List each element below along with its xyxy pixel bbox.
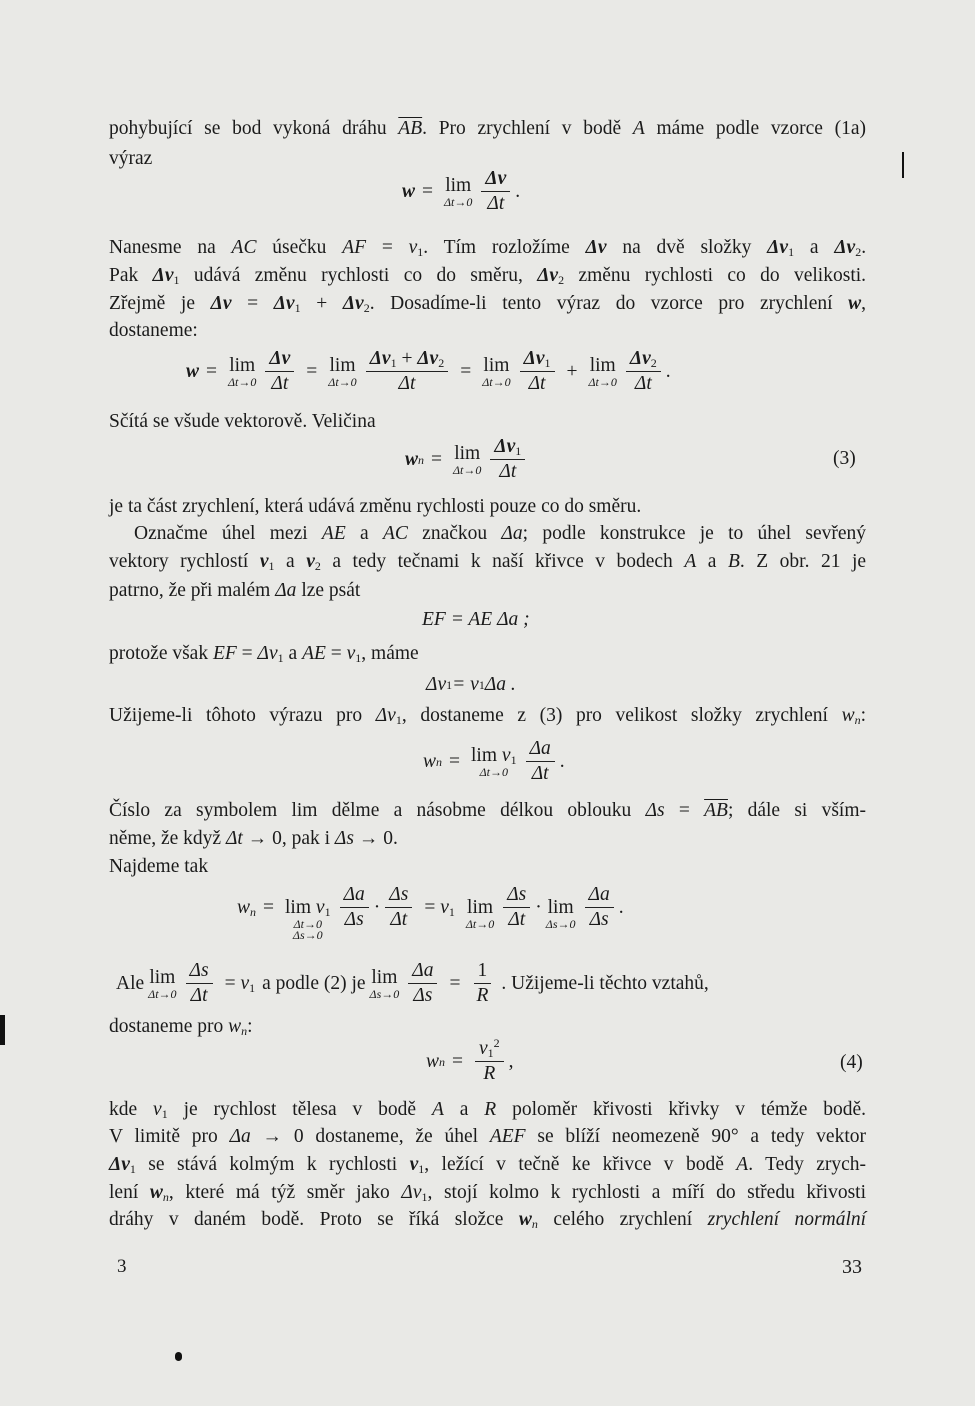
sym: w xyxy=(518,1209,532,1230)
denominator: Δs xyxy=(589,909,609,930)
sym: A xyxy=(684,551,697,572)
lim-sub: Δt→0 xyxy=(482,375,511,389)
fraction xyxy=(503,884,530,931)
lim-text: lim xyxy=(547,897,574,918)
text-line-19: kde $v_1$ je rychlost tělesa v bodě A a R poloměr křivosti křivky v témže bodě. xyxy=(109,1099,867,1121)
text: a podle (2) je xyxy=(262,972,366,994)
eq-lhs: Δv xyxy=(426,674,447,695)
sym: w xyxy=(228,1016,242,1037)
text-line-14: Číslo za symbolem lim dělme a násobme délkou oblouku $\Delta s = \overline{AB}$; dále si vším- xyxy=(109,800,866,821)
text: ; dále si vším- xyxy=(727,800,866,821)
text: máme podle vzorce (1a) xyxy=(656,118,866,139)
page-number: 33 xyxy=(842,1256,862,1278)
lim-sub: Δt→0 xyxy=(293,917,322,931)
text: na dvě složky xyxy=(622,237,752,258)
equation-3: w n = lim Δt→0 $\frac{\Delta v_1}{\Delta t}$ xyxy=(405,436,530,483)
lim-text: lim xyxy=(589,355,616,376)
denominator: Δt xyxy=(190,985,208,1006)
sym: Δa xyxy=(501,523,523,544)
text: 0, pak i xyxy=(272,828,331,849)
text-line-21: $\Delta v_1$ se stává kolmým k rychlosti $v_1$, ležící v tečně ke křivce v bodě A. Tedy zrych- xyxy=(109,1154,867,1176)
text: udává změnu rychlosti co do směru, xyxy=(193,265,523,286)
text: úsečku xyxy=(272,237,327,258)
numerator: 1 xyxy=(474,960,492,984)
text: dostaneme: xyxy=(109,320,198,341)
limit xyxy=(546,896,576,931)
sym: Δa xyxy=(275,580,297,601)
fraction xyxy=(385,884,412,931)
text: lze psát xyxy=(301,580,361,601)
numerator: Δv xyxy=(494,436,516,457)
lim-sub: Δt→0 xyxy=(479,765,508,779)
text: , dostaneme z (3) pro velikost složky zrychlení xyxy=(401,705,828,726)
numerator: Δv xyxy=(485,168,507,189)
arc-ab: $\overline{AB}$ xyxy=(398,118,423,139)
text: ; podle konstrukce je to úhel sevřený xyxy=(522,523,867,544)
point-a: A xyxy=(632,118,645,139)
text-line-5: Zřejmě je $\Delta v = \Delta v_1 + \Delta v_2$. Dosadíme-li tento výraz do vzorce pro zrychlení w, xyxy=(109,293,867,315)
text: něme, že když xyxy=(109,828,222,849)
text-line-20 xyxy=(109,1124,866,1150)
sym: Δs xyxy=(334,828,354,849)
text: a tedy tečnami k naší křivce v bodech xyxy=(332,551,673,572)
text: lení xyxy=(109,1182,139,1203)
limit: $\lim v_1$ Δt→0 Δs→0 xyxy=(285,897,331,942)
text-line-9 xyxy=(134,521,866,547)
text-line-18: dostaneme pro $w_n$: xyxy=(109,1016,253,1038)
limit xyxy=(228,354,256,389)
symbol-w: w xyxy=(402,180,416,202)
text: . Z obr. 21 je xyxy=(739,551,867,572)
denominator: Δt xyxy=(634,373,652,394)
equation-expanded: $w_n$ = $\lim v_1$ Δt→0 Δs→0 $\frac{\Delta a}{\Delta s}$ · $\frac{\Delta s}{\Delta t}$ = $v_1$ lim Δt→0 $\frac{\Delta s}{\Delta t}$ · lim Δs→0 $\frac{\Delta a}{\Delta s}$ . xyxy=(237,884,624,942)
fraction xyxy=(408,960,437,1007)
text: a xyxy=(809,237,819,258)
text-line-13: Užijeme-li tôhoto výrazu pro $\Delta v_1$, dostaneme z (3) pro velikost složky zrychlení $w_n$: xyxy=(109,705,867,727)
sym: Δv xyxy=(273,293,295,314)
text: se stává kolmým k rychlosti xyxy=(148,1154,398,1175)
sym: v xyxy=(501,745,511,766)
symbol-wn: w xyxy=(405,448,419,470)
sym: w xyxy=(149,1182,163,1203)
arc-ab: $\overline{AB}$ xyxy=(704,800,728,821)
sym: A xyxy=(736,1154,749,1175)
lim-text: lim xyxy=(454,443,481,464)
text-line-17: Ale lim Δt→0 $\frac{\Delta s}{\Delta t}$ = $v_1$ a podle (2) je lim Δs→0 $\frac{\Delta a}{\Delta s}$ = $\frac{1}{R}$ . Užijeme-li těchto vztahů, xyxy=(116,960,709,1006)
text: Sčítá se všude vektorově. Veličina xyxy=(109,411,376,432)
text-line-3: Nanesme na AC úsečku AF = $v_1$. Tím rozložíme Δv na dvě složky $\Delta v_1$ a $\Delta v_2$. xyxy=(109,237,867,259)
sym: v xyxy=(240,972,250,994)
text: , které má týž směr jako xyxy=(168,1182,390,1203)
sym: Δv xyxy=(834,237,856,258)
denominator: Δt xyxy=(508,909,526,930)
text: 0 dostaneme, že úhel xyxy=(293,1126,479,1147)
limit xyxy=(370,966,400,1001)
text: kde xyxy=(109,1099,138,1120)
text: změnu rychlosti co do velikosti. xyxy=(578,265,867,286)
lim-text: lim xyxy=(285,897,312,918)
sym: Δv xyxy=(210,293,232,314)
equation-number-4: (4) xyxy=(840,1052,863,1073)
sym: v xyxy=(409,1154,419,1175)
text: . Dosadíme-li tento výraz do vzorce pro zrychlení xyxy=(369,293,833,314)
sym: v xyxy=(346,643,356,664)
limit xyxy=(328,354,356,389)
sym: Δv xyxy=(375,705,396,726)
sym: Δv xyxy=(767,237,789,258)
text: 0. xyxy=(383,828,398,849)
numerator: Δs xyxy=(507,884,527,905)
text: Užijeme-li tôhoto výrazu pro xyxy=(109,705,363,726)
text-line-12: protože však EF = $\Delta v_1$ a AE = $v_1$, máme xyxy=(109,643,419,665)
symbol-wn: w xyxy=(237,897,251,918)
text: V limitě pro xyxy=(109,1126,218,1147)
fraction xyxy=(340,884,369,931)
text: patrno, že při malém xyxy=(109,580,271,601)
denominator: R xyxy=(476,985,489,1006)
text: je rychlost tělesa v bodě xyxy=(183,1099,417,1120)
equation-ef xyxy=(422,608,530,632)
sym: AE xyxy=(321,523,346,544)
text: Číslo za symbolem lim dělme a násobme délkou oblouku xyxy=(109,800,632,821)
denominator: Δt xyxy=(390,909,408,930)
sym: v xyxy=(153,1099,162,1120)
arrow: → xyxy=(247,828,268,849)
text-line-23: dráhy v daném bodě. Proto se říká složce $w_n$ celého zrychlení zrychlení normální xyxy=(109,1209,867,1231)
limit xyxy=(466,896,494,931)
text: se blíží neomezeně 90° a tedy vektor xyxy=(537,1126,866,1147)
sym: AF xyxy=(342,237,367,258)
text: značkou xyxy=(422,523,488,544)
numerator: Δv xyxy=(269,348,291,369)
lim-text: lim xyxy=(471,745,498,766)
sym: Δs xyxy=(645,800,665,821)
sym: v xyxy=(259,551,269,572)
numerator: Δa xyxy=(588,884,610,905)
sym: R xyxy=(484,1099,497,1120)
lim-sub: Δt→0 xyxy=(328,375,357,389)
text: a xyxy=(288,643,298,664)
lim-text: lim xyxy=(371,967,398,988)
text-line-6 xyxy=(109,318,866,344)
denominator: Δt xyxy=(499,461,517,482)
text: poloměr křivosti křivky v témže bodě. xyxy=(512,1099,867,1120)
lim-sub: Δt→0 xyxy=(148,987,177,1001)
signature-mark: 3 xyxy=(117,1256,127,1277)
lim-text: lim xyxy=(149,967,176,988)
equation-number-3: (3) xyxy=(833,448,856,469)
margin-mark xyxy=(902,152,904,178)
italic-term: zrychlení normální xyxy=(707,1209,867,1230)
numerator: Δa xyxy=(343,884,365,905)
sym: Δv xyxy=(257,643,278,664)
text: Označme úhel mezi xyxy=(134,523,308,544)
lim-sub: Δt→0 xyxy=(453,463,482,477)
fraction: $\frac{\Delta v_1}{\Delta t}$ xyxy=(520,348,555,395)
sym: AEF xyxy=(489,1126,526,1147)
fraction xyxy=(526,738,555,785)
text: pohybující se bod vykoná dráhu xyxy=(109,118,387,139)
denominator: Δs xyxy=(344,909,364,930)
text: dráhy v daném bodě. Proto se říká složce xyxy=(109,1209,504,1230)
lim-text: lim xyxy=(229,355,256,376)
text: vektory rychlostí xyxy=(109,551,249,572)
lim-text: lim xyxy=(445,175,472,196)
text: . Tím rozložíme xyxy=(423,237,570,258)
sym: Δv xyxy=(401,1182,422,1203)
text: Najdeme tak xyxy=(109,856,209,877)
text-line-8 xyxy=(109,494,866,520)
fraction xyxy=(472,960,492,1007)
sym: AC xyxy=(231,237,257,258)
text: protože však xyxy=(109,643,209,664)
fraction: $\frac{\Delta v_2}{\Delta t}$ xyxy=(626,348,661,395)
equation-decomposition: w = lim Δt→0 $\frac{\Delta v}{\Delta t}$ = lim Δt→0 $\frac{\Delta v_1 + \Delta v_2}{\Delta t}$ = lim Δt→0 $\frac{\Delta v_1}{\Delta t}$ + lim Δt→0 $\frac{\Delta v_2}{\Delta t}$ . xyxy=(186,348,671,394)
numerator: Δa xyxy=(529,738,551,759)
lim-text: lim xyxy=(483,355,510,376)
sym: v xyxy=(306,551,315,572)
lim-sub: Δt→0 xyxy=(465,917,495,931)
text: dostaneme xyxy=(109,1016,193,1037)
text: Nanesme na xyxy=(109,237,216,258)
sym: Δa xyxy=(229,1126,251,1147)
text: výraz xyxy=(109,148,153,169)
equation-acceleration: w = lim Δt→0 $\frac{\Delta v}{\Delta t}$ . xyxy=(402,168,521,214)
text: pro xyxy=(197,1016,224,1037)
text: a xyxy=(360,523,369,544)
sym: Δv xyxy=(109,1154,130,1175)
sym: v xyxy=(440,897,449,918)
ink-dot xyxy=(175,1352,182,1361)
numerator: v xyxy=(479,1038,488,1059)
numerator: Δs xyxy=(189,960,209,981)
numerator: Δv xyxy=(369,348,391,369)
fraction: $\frac{v_1^2}{R}$ xyxy=(475,1038,504,1085)
text: Pak xyxy=(109,265,139,286)
fraction xyxy=(585,884,614,931)
fraction xyxy=(481,168,510,215)
fraction xyxy=(186,960,213,1007)
text: . Pro zrychlení v bodě xyxy=(422,118,622,139)
symbol-wn: w xyxy=(423,750,437,772)
limit xyxy=(453,442,481,477)
text: a xyxy=(286,551,295,572)
limit: $\lim v_1$ Δt→0 xyxy=(471,745,517,779)
sym: v xyxy=(315,897,325,918)
text-line-16 xyxy=(109,854,866,880)
lim-sub: Δs→0 xyxy=(369,987,400,1001)
equals: = xyxy=(422,180,434,202)
sym: AC xyxy=(382,523,408,544)
limit xyxy=(444,174,472,209)
text: , ležící v tečně ke křivce v bodě xyxy=(424,1154,724,1175)
fraction: $\frac{\Delta v_1 + \Delta v_2}{\Delta t}$ xyxy=(366,348,449,395)
text-line-4: Pak $\Delta v_1$ udává změnu rychlosti co do směru, $\Delta v_2$ změnu rychlosti co do velikosti. xyxy=(109,265,867,287)
sym: Δv xyxy=(152,265,174,286)
text: a xyxy=(707,551,717,572)
sym: Δv xyxy=(585,237,607,258)
lim-sub: Δt→0 xyxy=(588,375,617,389)
numerator: Δv xyxy=(523,348,545,369)
fraction xyxy=(265,348,294,395)
numerator: Δs xyxy=(389,884,409,905)
denominator: Δt xyxy=(398,373,416,394)
text: . Užijeme-li těchto vztahů, xyxy=(501,972,709,994)
denominator: Δt xyxy=(271,373,289,394)
edge-mark xyxy=(0,1015,5,1045)
limit xyxy=(148,966,176,1001)
sym: w xyxy=(841,705,855,726)
lim-sub: Δt→0 xyxy=(444,195,473,209)
text: Zřejmě je xyxy=(109,293,195,314)
text-line-15 xyxy=(109,826,866,852)
fraction: $\frac{\Delta v_1}{\Delta t}$ xyxy=(490,436,525,483)
arrow: → xyxy=(262,1126,283,1147)
eq-rhs2: Δa . xyxy=(484,674,516,695)
eq-rhs: = v xyxy=(452,674,479,695)
symbol-wn: w xyxy=(426,1050,440,1072)
text: je ta část zrychlení, která udává změnu rychlosti pouze co do směru. xyxy=(109,496,642,517)
denominator: Δs xyxy=(413,985,433,1006)
text-line-11 xyxy=(109,578,866,604)
text-line-22: lení $w_n$, které má týž směr jako $\Delta v_1$, stojí kolmo k rychlosti a míří do středu křivosti xyxy=(109,1182,867,1204)
limit xyxy=(589,354,617,389)
text: , stojí kolmo k rychlosti a míří do středu křivosti xyxy=(427,1182,867,1203)
sym: EF xyxy=(212,643,237,664)
lim-sub: Δs→0 xyxy=(292,928,323,942)
arrow: → xyxy=(358,828,379,849)
limit xyxy=(482,354,510,389)
sym: Δv xyxy=(537,265,559,286)
text-line-10: vektory rychlostí $v_1$ a $v_2$ a tedy tečnami k naší křivce v bodech A a B. Z obr. 21 je xyxy=(109,551,867,573)
equation-wn-limit: w n = $\lim v_1$ Δt→0 $\frac{\Delta a}{\Delta t}$ . xyxy=(423,738,565,784)
sym: Δt xyxy=(225,828,243,849)
sym: v xyxy=(408,237,418,258)
numerator: Δv xyxy=(629,348,651,369)
sym: Δv xyxy=(342,293,364,314)
denominator: Δt xyxy=(487,193,505,214)
sym: AE xyxy=(302,643,326,664)
sym: w xyxy=(848,293,862,314)
eq-ef-text: EF = AE Δa ; xyxy=(422,609,530,630)
equation-4: w n = $\frac{v_1^2}{R}$ , xyxy=(426,1036,514,1084)
lim-sub: Δs→0 xyxy=(545,917,576,931)
text: , máme xyxy=(361,643,419,664)
lim-text: lim xyxy=(467,897,494,918)
text: Ale xyxy=(116,972,145,994)
numerator: Δa xyxy=(412,960,434,981)
text-line-1 xyxy=(109,116,866,142)
text-line-7 xyxy=(109,409,866,435)
text: a xyxy=(459,1099,469,1120)
lim-sub: Δt→0 xyxy=(228,375,257,389)
symbol-w: w xyxy=(186,360,200,382)
denominator: R xyxy=(483,1063,496,1084)
sym: A xyxy=(431,1099,444,1120)
lim-text: lim xyxy=(329,355,356,376)
text: . Tedy zrych- xyxy=(748,1154,867,1175)
denominator: Δt xyxy=(531,763,549,784)
denominator: Δt xyxy=(528,373,546,394)
sym: B xyxy=(727,551,740,572)
numerator: Δv xyxy=(417,348,439,369)
equation-dv1: Δv 1 = v 1 Δa . xyxy=(426,674,516,695)
text: celého zrychlení xyxy=(553,1209,693,1230)
